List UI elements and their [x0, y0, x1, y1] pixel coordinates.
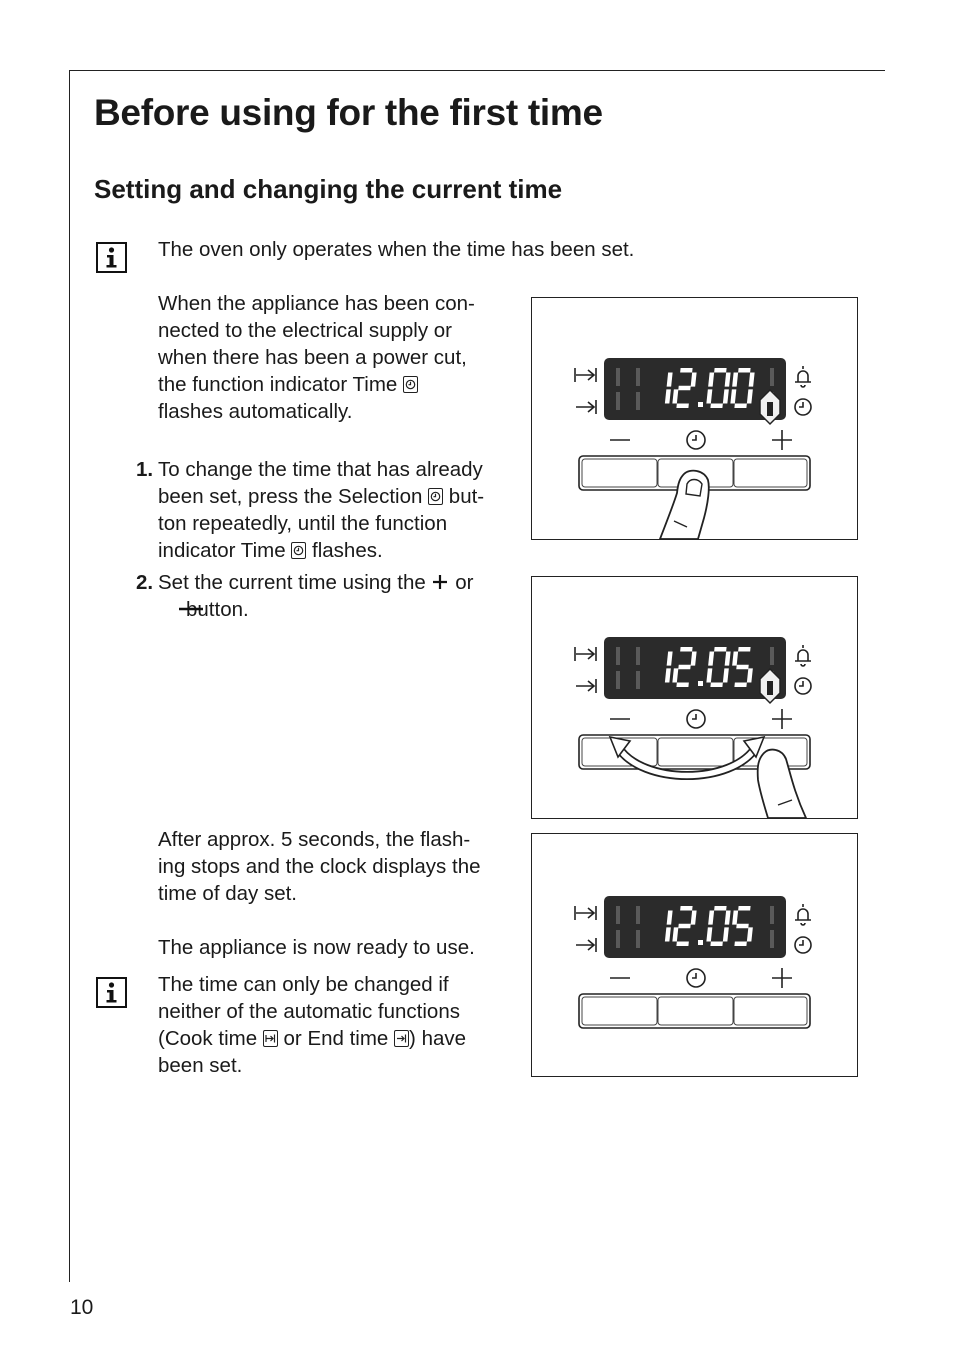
note-line: (Cook time or End time ) have — [158, 1027, 467, 1050]
top-rule — [69, 70, 885, 71]
note-line: been set. — [158, 1054, 243, 1077]
digit-segment — [676, 683, 688, 688]
end-time-icon — [576, 938, 596, 952]
clock-icon — [291, 542, 306, 559]
step-1 — [136, 456, 516, 568]
digit-segment — [734, 404, 746, 409]
digit-segment — [714, 647, 726, 652]
decimal-point — [698, 402, 703, 407]
control-panel-illustration — [532, 834, 857, 1076]
page-number: 10 — [70, 1296, 94, 1319]
figure-2 — [531, 576, 858, 819]
decimal-point — [698, 681, 703, 686]
unused-segment — [636, 906, 640, 924]
digit-segment — [714, 368, 726, 373]
digit-segment — [676, 404, 688, 409]
unused-segment — [636, 930, 640, 948]
intro-line: flashes automatically. — [158, 400, 353, 423]
bell-icon — [795, 366, 811, 387]
lcd-display — [604, 637, 786, 699]
plus-icon — [772, 430, 792, 450]
digit-segment — [734, 942, 746, 947]
digit-segment — [710, 683, 722, 688]
info-icon — [96, 977, 127, 1008]
flash-indicator-mark — [767, 681, 773, 695]
digit-segment — [736, 665, 748, 670]
plus-icon — [772, 709, 792, 729]
digit-segment — [678, 665, 690, 670]
decimal-point — [698, 940, 703, 945]
digit-segment — [738, 647, 750, 652]
clock-hand — [692, 714, 696, 719]
control-panel-illustration — [532, 577, 857, 818]
step-2 — [136, 569, 516, 629]
note-time-required: The oven only operates when the time has been set. — [158, 238, 635, 261]
digit-segment — [738, 368, 750, 373]
digit-segment — [680, 906, 692, 911]
step-line: been set, press the Selection but- — [158, 485, 485, 508]
page-title: Before using for the first time — [94, 92, 603, 133]
unused-segment — [616, 930, 620, 948]
intro-paragraph — [158, 290, 475, 425]
bell-icon — [795, 904, 811, 925]
unused-segment — [616, 647, 620, 665]
note-automatic-functions — [158, 971, 466, 1079]
lcd-display — [604, 896, 786, 958]
left-rule — [69, 70, 70, 1282]
intro-line: nected to the electrical supply or — [158, 319, 452, 342]
digit-segment — [738, 906, 750, 911]
unused-segment — [636, 671, 640, 689]
cook-time-icon — [575, 647, 596, 661]
ready-text: The appliance is now ready to use. — [158, 936, 475, 959]
control-panel-illustration — [532, 298, 857, 539]
step-line: indicator Time flashes. — [158, 539, 383, 562]
digit-segment — [710, 404, 722, 409]
step-number: 2. — [136, 571, 154, 594]
flash-indicator-mark — [767, 402, 773, 416]
digit-segment — [714, 906, 726, 911]
unused-segment — [770, 906, 774, 924]
digit-segment — [680, 368, 692, 373]
after-paragraph — [158, 826, 481, 907]
unused-segment — [616, 368, 620, 386]
unused-segment — [616, 671, 620, 689]
after-line: ing stops and the clock displays the — [158, 855, 481, 878]
digit-segment — [676, 942, 688, 947]
end-time-icon — [576, 679, 596, 693]
digit-segment — [680, 647, 692, 652]
bell-icon — [795, 645, 811, 666]
after-line: After approx. 5 seconds, the flash- — [158, 828, 471, 851]
unused-segment — [636, 368, 640, 386]
clock-hand — [692, 973, 696, 978]
cook-time-icon — [263, 1030, 278, 1047]
intro-line: when there has been a power cut, — [158, 346, 467, 369]
clock-hand — [692, 435, 696, 440]
after-line: time of day set. — [158, 882, 298, 905]
clock-hand — [799, 681, 803, 686]
step-line: button. — [136, 596, 518, 623]
unused-segment — [770, 930, 774, 948]
unused-segment — [770, 368, 774, 386]
plus-icon — [772, 968, 792, 988]
digit-segment — [678, 386, 690, 391]
digit-segment — [734, 683, 746, 688]
button-bar — [579, 994, 810, 1028]
digit-segment — [736, 924, 748, 929]
figure-1 — [531, 297, 858, 540]
intro-line: When the appliance has been con- — [158, 292, 475, 315]
unused-segment — [770, 647, 774, 665]
minus-icon — [178, 600, 204, 618]
unused-segment — [636, 392, 640, 410]
digit-segment — [710, 942, 722, 947]
info-icon — [96, 242, 127, 273]
unused-segment — [616, 906, 620, 924]
cook-time-icon — [575, 368, 596, 382]
unused-segment — [616, 392, 620, 410]
section-title: Setting and changing the current time — [94, 174, 563, 204]
step-line: To change the time that has already — [158, 458, 483, 481]
step-number: 1. — [136, 458, 154, 481]
clock-hand — [799, 402, 803, 407]
clock-icon — [428, 488, 443, 505]
step-line: Set the current time using the or — [158, 571, 474, 594]
cook-time-icon — [575, 906, 596, 920]
clock-icon — [403, 376, 418, 393]
intro-line: the function indicator Time — [158, 371, 475, 398]
lcd-display — [604, 358, 786, 420]
end-time-icon — [576, 400, 596, 414]
digit-segment — [678, 924, 690, 929]
end-time-icon — [394, 1030, 409, 1047]
figure-3 — [531, 833, 858, 1077]
plus-icon — [431, 573, 449, 591]
unused-segment — [636, 647, 640, 665]
note-line: neither of the automatic functions — [158, 1000, 460, 1023]
step-line: ton repeatedly, until the function — [158, 512, 448, 535]
clock-hand — [799, 940, 803, 945]
note-line: The time can only be changed if — [158, 973, 449, 996]
